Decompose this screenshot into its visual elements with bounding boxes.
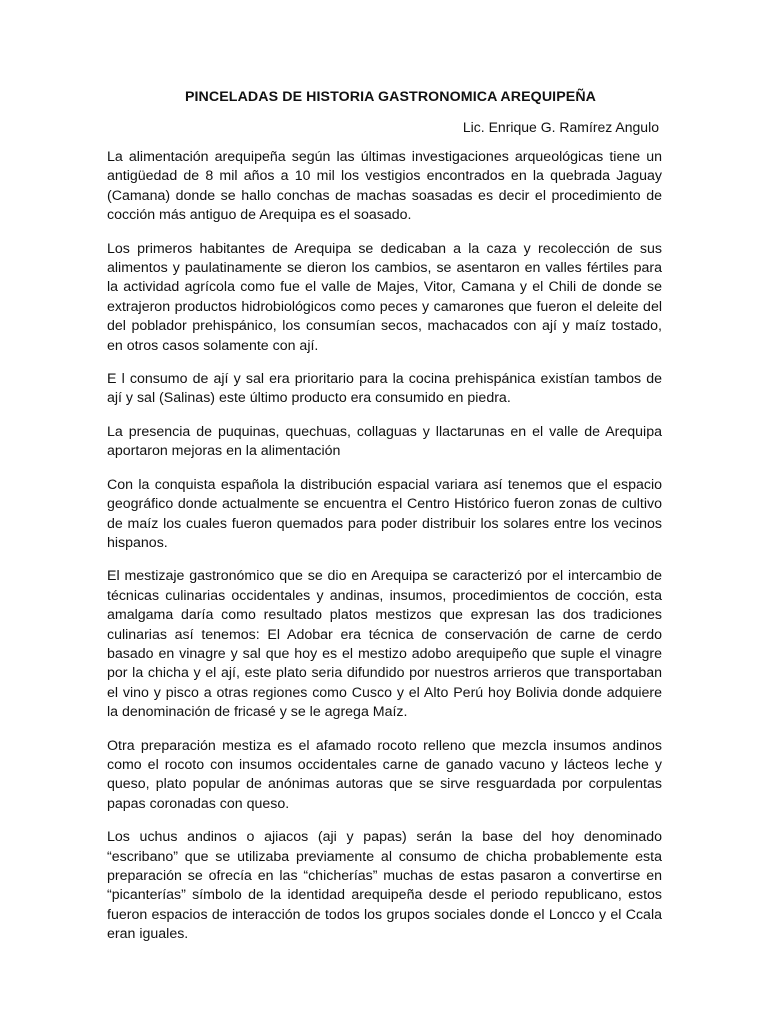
paragraph-2: Los primeros habitantes de Arequipa se dedicaban a la caza y recolección de sus alimentos y paulatinamente se dieron los cambios, se asentaron en valles fértiles para la actividad agrícola como fue el valle de Majes, Vitor, Camana y el Chili de donde se extrajeron productos hidrobiológicos como peces y camarones que fueron el deleite del del poblador prehispánico, los consumían secos, machacados con ají y maíz tostado, en otros casos solamente con ají. bbox=[107, 240, 662, 354]
paragraph-7: Otra preparación mestiza es el afamado rocoto relleno que mezcla insumos andinos como el rocoto con insumos occidentales carne de ganado vacuno y lácteos leche y queso, plato popular de anónimas autoras que se sirve resguardada por corpulentas papas coronadas con queso. bbox=[107, 737, 662, 812]
paragraph-1: La alimentación arequipeña según las últimas investigaciones arqueológicas tiene un antigüedad de 8 mil años a 10 mil los vestigios encontrados en la quebrada Jaguay (Camana) donde se hallo conchas de machas soasadas es decir el procedimiento de cocción más antiguo de Arequipa es el soasado. bbox=[107, 149, 662, 224]
document-title: PINCELADAS DE HISTORIA GASTRONOMICA AREQUIPEÑA bbox=[184, 89, 597, 105]
paragraph-8: Los uchus andinos o ajiacos (aji y papas) serán la base del hoy denominado “escribano” que se utilizaba previamente al consumo de chicha probablemente esta preparación se ofrecía en las “chicherías” muchas de estas pasaron a convertirse en “picanterías” símbolo de la identidad arequipeña desde el periodo republicano, estos fueron espacios de interacción de todos los grupos sociales donde el Loncco y el Ccala eran iguales. bbox=[107, 829, 662, 943]
document-author: Lic. Enrique G. Ramírez Angulo bbox=[462, 119, 659, 135]
paragraph-4: La presencia de puquinas, quechuas, collaguas y llactarunas en el valle de Arequipa aportaron mejoras en la alimentación bbox=[107, 423, 662, 460]
paragraph-5: Con la conquista española la distribución espacial variara así tenemos que el espacio geográfico donde actualmente se encuentra el Centro Histórico fueron zonas de cultivo de maíz los cuales fueron quemados para poder distribuir los solares entre los vecinos hispanos. bbox=[107, 476, 662, 551]
paragraph-6: El mestizaje gastronómico que se dio en Arequipa se caracterizó por el intercambio de técnicas culinarias occidentales y andinas, insumos, procedimientos de cocción, esta amalgama daría como resultado platos mestizos que expresan las dos tradiciones culinarias así tenemos: El Adobar era técnica de conservación de carne de cerdo basado en vinagre y sal que hoy es el mestizo adobo arequipeño que suple el vinagre por la chicha y el ají, este plato seria difundido por nuestros arrieros que transportaban el vino y pisco a otras regiones como Cusco y el Alto Perú hoy Bolivia donde adquiere la denominación de fricasé y se le agrega Maíz. bbox=[107, 568, 662, 721]
paragraph-3: E l consumo de ají y sal era prioritario para la cocina prehispánica existían tambos de ají y sal (Salinas) este último producto era consumido en piedra. bbox=[107, 371, 662, 407]
